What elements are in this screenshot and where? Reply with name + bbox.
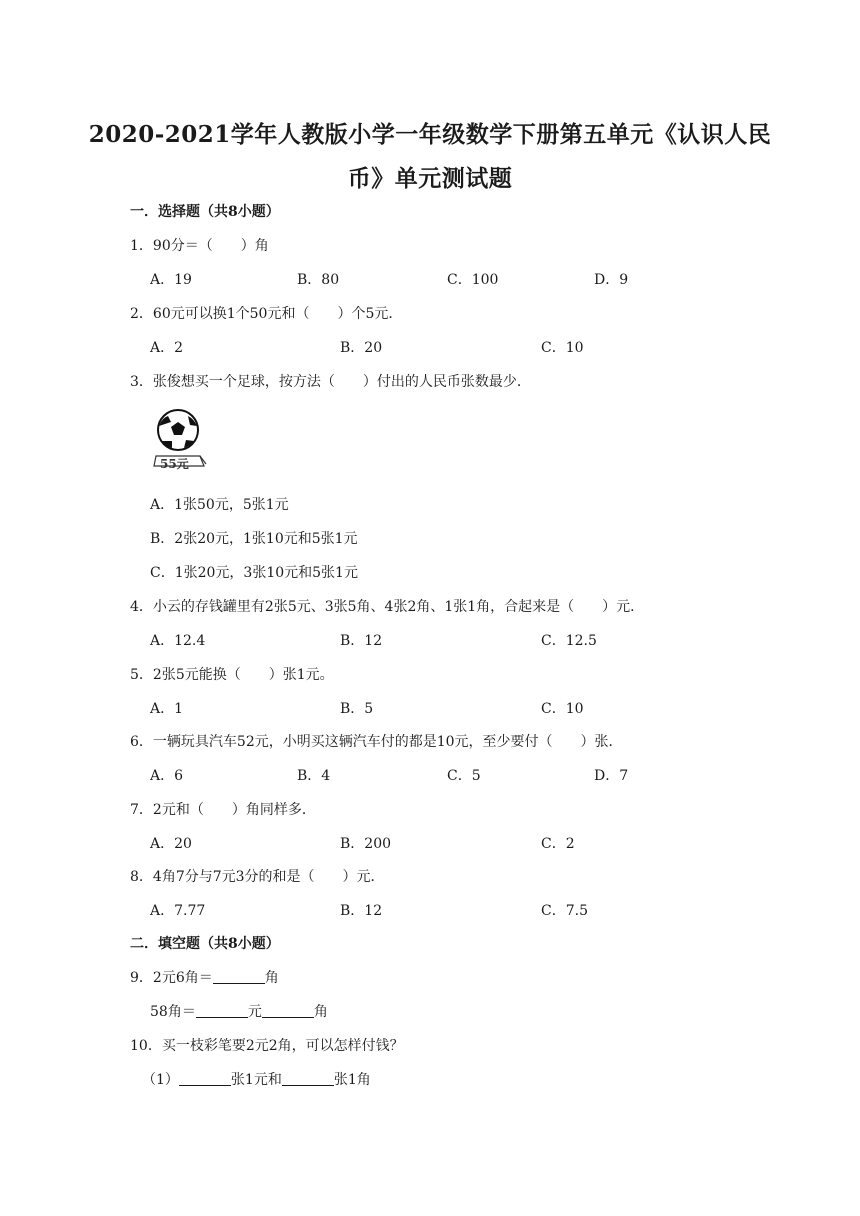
question-3: 3．张俊想买一个足球，按方法（ ）付出的人民币张数最少． bbox=[130, 374, 531, 390]
q4-option-b: B．12 bbox=[340, 633, 383, 649]
q10-sub1-suffix: 张1角 bbox=[333, 1072, 371, 1088]
q7-option-b: B．200 bbox=[340, 836, 392, 852]
question-10-sub1 bbox=[142, 1070, 371, 1090]
question-2: 2．60元可以换1个50元和（ ）个5元． bbox=[130, 306, 403, 322]
q4-option-c: C．12.5 bbox=[541, 633, 597, 649]
question-6: 6．一辆玩具汽车52元，小明买这辆汽车付的都是10元，至少要付（ ）张． bbox=[130, 734, 623, 750]
document-title-line1: 2020-2021学年人教版小学一年级数学下册第五单元《认识人民 bbox=[88, 121, 772, 148]
q1-option-d: D．9 bbox=[594, 272, 629, 288]
q4-option-a: A．12.4 bbox=[150, 633, 206, 649]
q9-part2-prefix: 58角＝ bbox=[150, 1004, 196, 1020]
q2-option-a: A．2 bbox=[150, 340, 184, 356]
q9-blank-3[interactable] bbox=[262, 1003, 314, 1018]
q6-option-b: B．4 bbox=[297, 768, 331, 784]
q9-part2-suffix: 角 bbox=[313, 1004, 328, 1020]
question-5: 5．2张5元能换（ ）张1元。 bbox=[130, 667, 334, 683]
q9-part1-suffix: 角 bbox=[264, 970, 279, 986]
q6-option-c: C．5 bbox=[447, 768, 481, 784]
section-heading-choice: 一．选择题（共8小题） bbox=[130, 204, 280, 220]
q10-sub1-mid: 张1元和 bbox=[230, 1072, 282, 1088]
q5-option-b: B．5 bbox=[340, 701, 374, 717]
q10-blank-2[interactable] bbox=[282, 1071, 334, 1086]
soccer-ball-price-image bbox=[150, 408, 208, 474]
question-9-line1 bbox=[130, 968, 279, 988]
q9-blank-1[interactable] bbox=[213, 969, 265, 984]
question-9-line2 bbox=[150, 1002, 328, 1022]
q2-option-c: C．10 bbox=[541, 340, 584, 356]
question-8: 8．4角7分与7元3分的和是（ ）元． bbox=[130, 869, 385, 885]
question-10: 10．买一枝彩笔要2元2角，可以怎样付钱？ bbox=[130, 1038, 404, 1054]
q8-option-b: B．12 bbox=[340, 903, 383, 919]
q1-option-c: C．100 bbox=[447, 272, 499, 288]
document-title-line2: 币》单元测试题 bbox=[347, 165, 513, 192]
q2-option-b: B．20 bbox=[340, 340, 383, 356]
q8-option-c: C．7.5 bbox=[541, 903, 588, 919]
q6-option-d: D．7 bbox=[594, 768, 629, 784]
q9-part1-prefix: 9．2元6角＝ bbox=[130, 970, 213, 986]
question-4: 4．小云的存钱罐里有2张5元、3张5角、4张2角、1张1角，合起来是（ ）元． bbox=[130, 599, 645, 615]
q3-option-a: A．1张50元，5张1元 bbox=[150, 497, 289, 513]
q1-option-b: B．80 bbox=[297, 272, 340, 288]
q3-option-b: B．2张20元，1张10元和5张1元 bbox=[150, 531, 358, 547]
q10-sub1-prefix: （1） bbox=[142, 1072, 179, 1088]
q8-option-a: A．7.77 bbox=[150, 903, 206, 919]
q9-blank-2[interactable] bbox=[196, 1003, 248, 1018]
question-1: 1．90分＝（ ）角 bbox=[130, 238, 269, 254]
q5-option-a: A．1 bbox=[150, 701, 184, 717]
question-7: 7．2元和（ ）角同样多． bbox=[130, 802, 316, 818]
q10-blank-1[interactable] bbox=[179, 1071, 231, 1086]
price-tag-label: 55元 bbox=[160, 457, 189, 471]
q7-option-a: A．20 bbox=[150, 836, 192, 852]
q3-option-c: C．1张20元，3张10元和5张1元 bbox=[150, 565, 358, 581]
q1-option-a: A．19 bbox=[150, 272, 192, 288]
q5-option-c: C．10 bbox=[541, 701, 584, 717]
section-heading-fill: 二．填空题（共8小题） bbox=[130, 936, 280, 952]
q9-part2-mid: 元 bbox=[247, 1004, 262, 1020]
q6-option-a: A．6 bbox=[150, 768, 184, 784]
q7-option-c: C．2 bbox=[541, 836, 575, 852]
